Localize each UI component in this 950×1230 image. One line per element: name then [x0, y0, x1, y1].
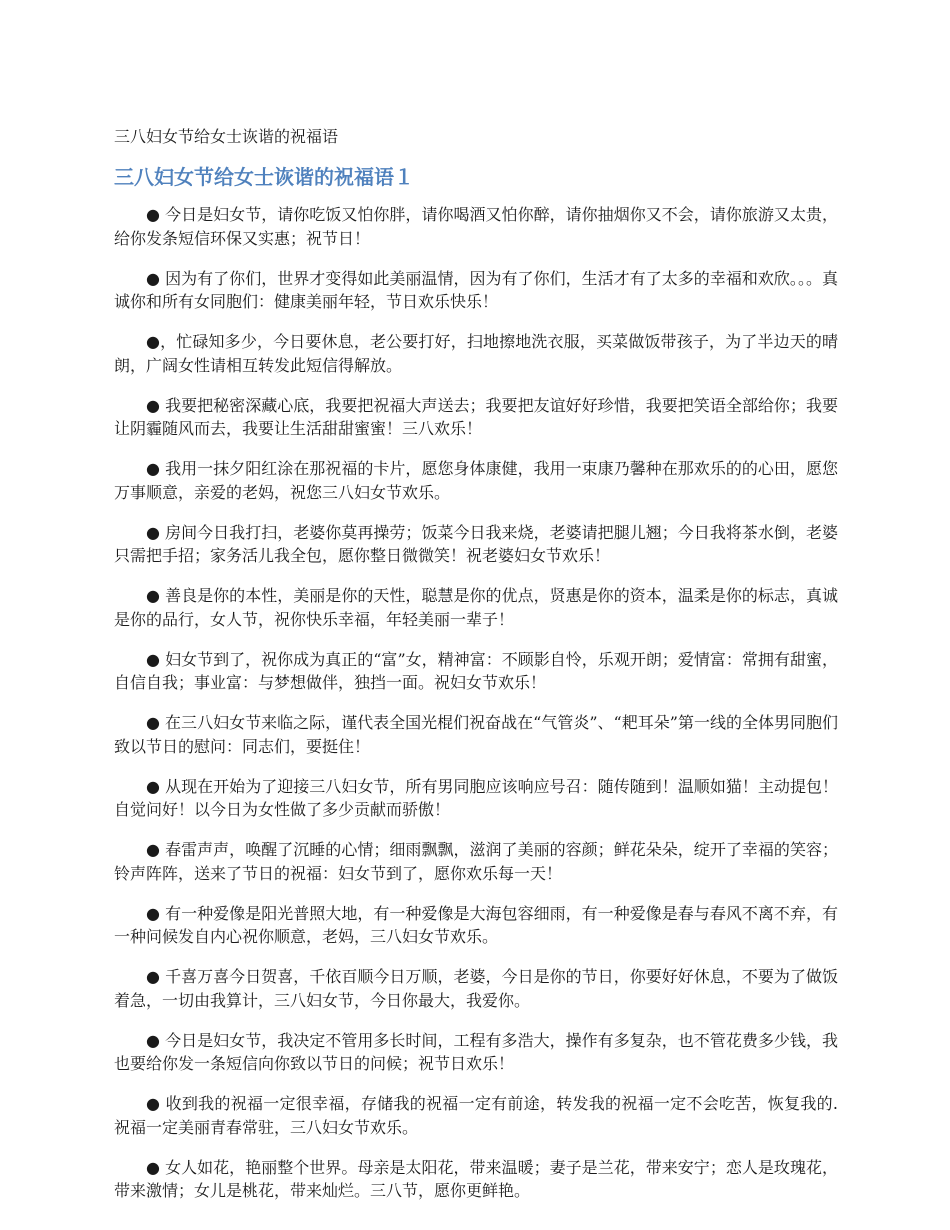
paragraph-list — [114, 203, 838, 1219]
paragraph: ● 妇女节到了，祝你成为真正的“富”女，精神富：不顾影自怜，乐观开朗；爱情富：常拥有甜蜜，自信自我；事业富：与梦想做伴，独挡一面。祝妇女节欢乐！ — [114, 649, 838, 692]
paragraph: ● 善良是你的本性，美丽是你的天性，聪慧是你的优点，贤惠是你的资本，温柔是你的标志，真诚是你的品行，女人节，祝你快乐幸福，年轻美丽一辈子！ — [114, 586, 838, 629]
paragraph: ● 千喜万喜今日贺喜，千依百顺今日万顺，老婆，今日是你的节日，你要好好休息，不要为了做饭着急，一切由我算计，三八妇女节，今日你最大，我爱你。 — [114, 967, 838, 1010]
paragraph: ● 有一种爱像是阳光普照大地，有一种爱像是大海包容细雨，有一种爱像是春与春风不离不弃，有一种问候发自内心祝你顺意，老妈，三八妇女节欢乐。 — [114, 903, 838, 946]
paragraph: ● 女人如花，艳丽整个世界。母亲是太阳花，带来温暖；妻子是兰花，带来安宁；恋人是玫瑰花，带来激情；女儿是桃花，带来灿烂。三八节，愿你更鲜艳。 — [114, 1157, 838, 1200]
paragraph: ● 我用一抹夕阳红涂在那祝福的卡片，愿您身体康健，我用一束康乃馨种在那欢乐的的心田，愿您万事顺意，亲爱的老妈，祝您三八妇女节欢乐。 — [114, 459, 838, 502]
paragraph: ● 从现在开始为了迎接三八妇女节，所有男同胞应该响应号召：随传随到！温顺如猫！主动提包！自觉问好！以今日为女性做了多少贡献而骄傲！ — [114, 776, 838, 819]
paragraph: ● 今日是妇女节，我决定不管用多长时间，工程有多浩大，操作有多复杂，也不管花费多少钱，我也要给你发一条短信向你致以节日的问候；祝节日欢乐！ — [114, 1030, 838, 1073]
paragraph: ● 在三八妇女节来临之际，谨代表全国光棍们祝奋战在“气管炎”、“耙耳朵”第一线的全体男同胞们致以节日的慰问：同志们，要挺住！ — [114, 713, 838, 756]
paragraph: ● 因为有了你们，世界才变得如此美丽温情，因为有了你们，生活才有了太多的幸福和欢欣。。。真诚你和所有女同胞们：健康美丽年轻，节日欢乐快乐！ — [114, 268, 838, 311]
paragraph: ● 我要把秘密深藏心底，我要把祝福大声送去；我要把友谊好好珍惜，我要把笑语全部给你；我要让阴霾随风而去，我要让生活甜甜蜜蜜！三八欢乐！ — [114, 395, 838, 438]
paragraph: ● 春雷声声，唤醒了沉睡的心情；细雨飘飘，滋润了美丽的容颜；鲜花朵朵，绽开了幸福的笑容；铃声阵阵，送来了节日的祝福：妇女节到了，愿你欢乐每一天！ — [114, 840, 838, 883]
paragraph: ● 房间今日我打扫，老婆你莫再操劳；饭菜今日我来烧，老婆请把腿儿翘；今日我将茶水倒，老婆只需把手招；家务活儿我全包，愿你整日微微笑！祝老婆妇女节欢乐！ — [114, 522, 838, 565]
paragraph: ● 今日是妇女节，请你吃饭又怕你胖，请你喝酒又怕你醉，请你抽烟你又不会，请你旅游又太贵，给你发条短信环保又实惠；祝节日！ — [114, 205, 838, 248]
paragraph: ●，忙碌知多少，今日要休息，老公要打好，扫地擦地洗衣服，买菜做饭带孩子，为了半边天的晴朗，广阔女性请相互转发此短信得解放。 — [114, 332, 838, 375]
section-heading: 三八妇女节给女士诙谐的祝福语１ — [114, 165, 414, 189]
paragraph: ● 收到我的祝福一定很幸福，存储我的祝福一定有前途，转发我的祝福一定不会吃苦，恢复我的.祝福一定美丽青春常驻，三八妇女节欢乐。 — [114, 1094, 838, 1137]
document-title: 三八妇女节给女士诙谐的祝福语 — [114, 127, 339, 146]
